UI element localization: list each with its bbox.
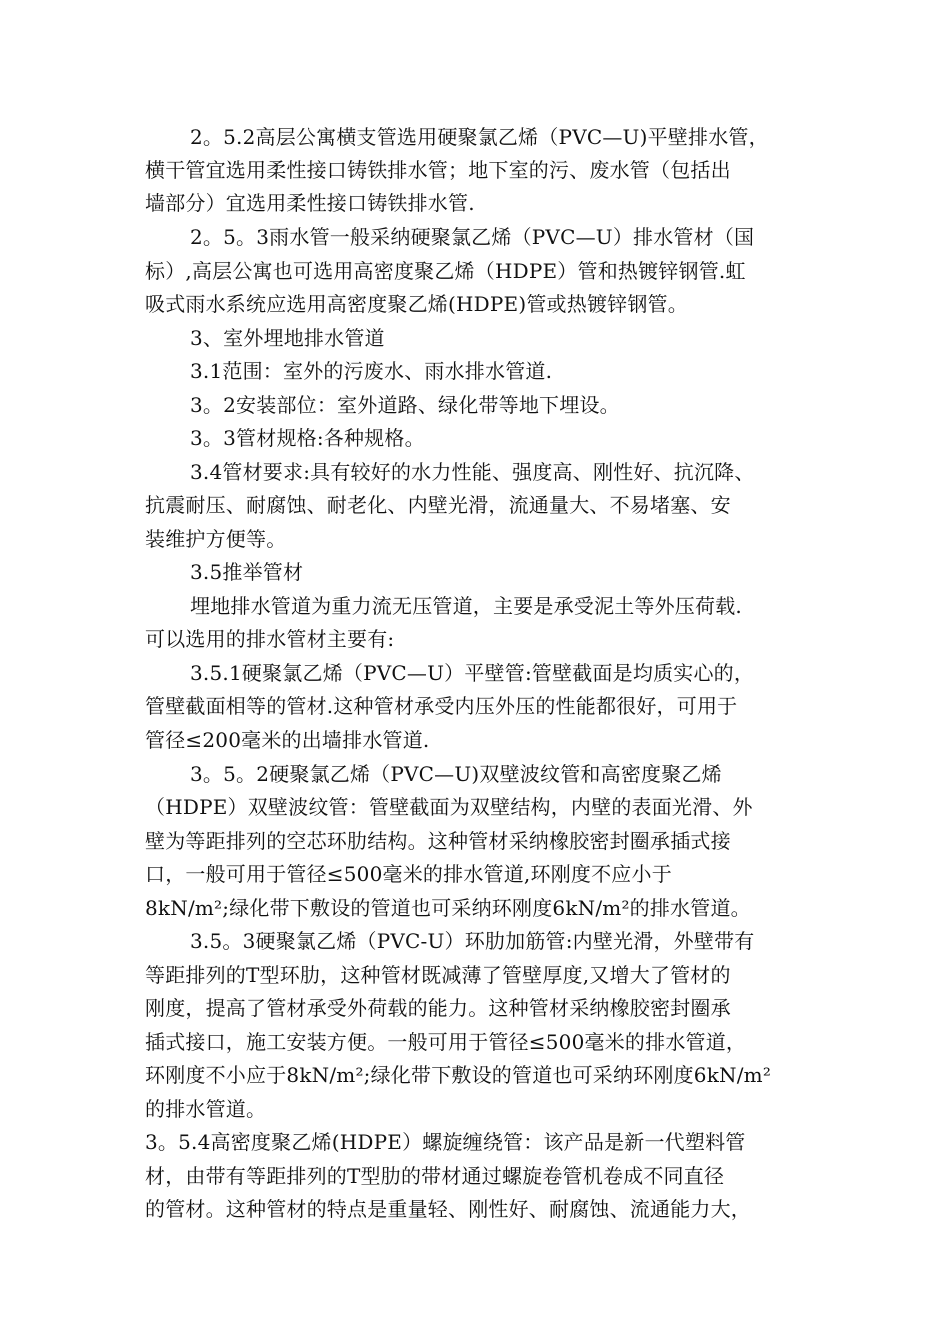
subsection-heading: 3.5推举管材 <box>190 560 304 584</box>
text-line: 3.4管材要求:具有较好的水力性能、强度高、刚性好、抗沉降、 <box>190 460 755 484</box>
text-line: 3。3管材规格:各种规格。 <box>190 426 425 450</box>
text-line: 3.5.1硬聚氯乙烯（PVC—U）平壁管:管壁截面是均质实心的， <box>190 661 755 685</box>
text-line: 插式接口，施工安装方便。一般可用于管径≤500毫米的排水管道， <box>145 1030 747 1054</box>
text-line: 的管材。这种管材的特点是重量轻、刚性好、耐腐蚀、流通能力大， <box>145 1197 751 1221</box>
text-line: 刚度，提高了管材承受外荷载的能力。这种管材采纳橡胶密封圈承 <box>145 996 731 1020</box>
text-line: 墙部分）宜选用柔性接口铸铁排水管. <box>145 191 475 215</box>
text-line: 3。2安装部位：室外道路、绿化带等地下埋设。 <box>190 393 620 417</box>
text-line: 可以选用的排水管材主要有: <box>145 627 395 651</box>
text-line: 3.5。3硬聚氯乙烯（PVC-U）环肋加筋管:内壁光滑，外壁带有 <box>190 929 755 953</box>
text-line: 的排水管道。 <box>145 1097 267 1121</box>
text-line: 环刚度不小应于8kN/m²;绿化带下敷设的管道也可采纳环刚度6kN/m² <box>145 1063 772 1087</box>
text-line: 吸式雨水系统应选用高密度聚乙烯(HDPE)管或热镀锌钢管。 <box>145 292 688 316</box>
text-line: （HDPE）双壁波纹管：管壁截面为双壁结构，内壁的表面光滑、外 <box>145 795 753 819</box>
text-line: 埋地排水管道为重力流无压管道，主要是承受泥土等外压荷载. <box>190 594 742 618</box>
text-line: 2。5。3雨水管一般采纳硬聚氯乙烯（PVC—U）排水管材（国 <box>190 225 755 249</box>
text-line: 等距排列的T型环肋，这种管材既减薄了管壁厚度,又增大了管材的 <box>145 963 731 987</box>
text-line: 壁为等距排列的空芯环肋结构。这种管材采纳橡胶密封圈承插式接 <box>145 829 731 853</box>
text-line: 2。5.2高层公寓横支管选用硬聚氯乙烯（PVC—U)平壁排水管， <box>190 125 769 149</box>
text-line: 管径≤200毫米的出墙排水管道. <box>145 728 430 752</box>
text-line: 3。5.4高密度聚乙烯(HDPE）螺旋缠绕管：该产品是新一代塑料管 <box>145 1130 746 1154</box>
text-line: 横干管宜选用柔性接口铸铁排水管；地下室的污、废水管（包括出 <box>145 158 731 182</box>
text-line: 抗震耐压、耐腐蚀、耐老化、内壁光滑，流通量大、不易堵塞、安 <box>145 493 731 517</box>
text-line: 装维护方便等。 <box>145 527 287 551</box>
section-heading: 3、室外埋地排水管道 <box>190 326 385 350</box>
text-line: 管壁截面相等的管材.这种管材承受内压外压的性能都很好，可用于 <box>145 694 738 718</box>
text-line: 3.1范围：室外的污废水、雨水排水管道. <box>190 359 553 383</box>
text-line: 3。5。2硬聚氯乙烯（PVC—U)双壁波纹管和高密度聚乙烯 <box>190 762 722 786</box>
text-line: 材，由带有等距排列的T型肋的带材通过螺旋卷管机卷成不同直径 <box>145 1164 725 1188</box>
text-line: 8kN/m²;绿化带下敷设的管道也可采纳环刚度6kN/m²的排水管道。 <box>145 896 751 920</box>
text-line: 标）,高层公寓也可选用高密度聚乙烯（HDPE）管和热镀锌钢管.虹 <box>145 259 746 283</box>
text-line: 口，一般可用于管径≤500毫米的排水管道,环刚度不应小于 <box>145 862 672 886</box>
